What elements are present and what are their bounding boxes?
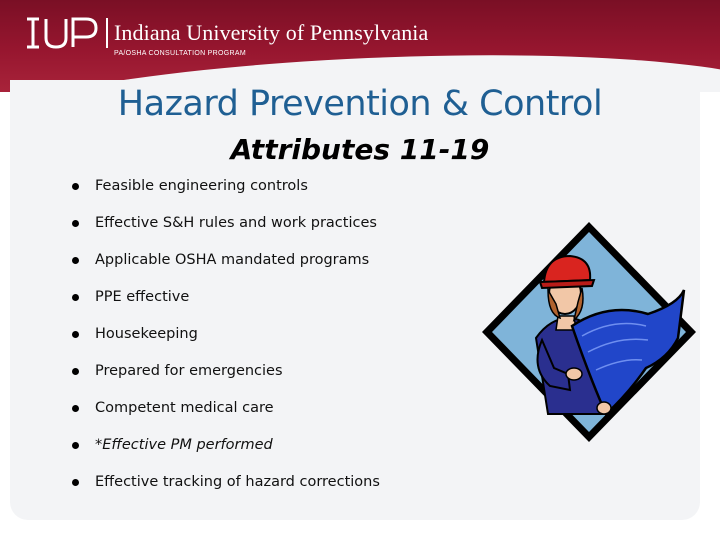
bullet-dot (72, 294, 79, 301)
iup-logo (24, 16, 100, 50)
bullet-dot (72, 442, 79, 449)
slide-subtitle: Attributes 11-19 (230, 133, 490, 166)
program-name: PA/OSHA CONSULTATION PROGRAM (114, 50, 246, 57)
university-name: Indiana University of Pennsylvania (114, 20, 429, 45)
bullet-dot (72, 257, 79, 264)
slide-title: Hazard Prevention & Control (117, 84, 603, 124)
bullet-dot (72, 220, 79, 227)
header-bar (0, 0, 720, 92)
bullet-dot (72, 479, 79, 486)
logo-divider (106, 18, 108, 48)
bullet-dot (72, 368, 79, 375)
worker-blueprint-clipart (478, 218, 700, 446)
bullet-dot (72, 405, 79, 412)
bullet-dot (72, 331, 79, 338)
bullet-dot (72, 183, 79, 190)
